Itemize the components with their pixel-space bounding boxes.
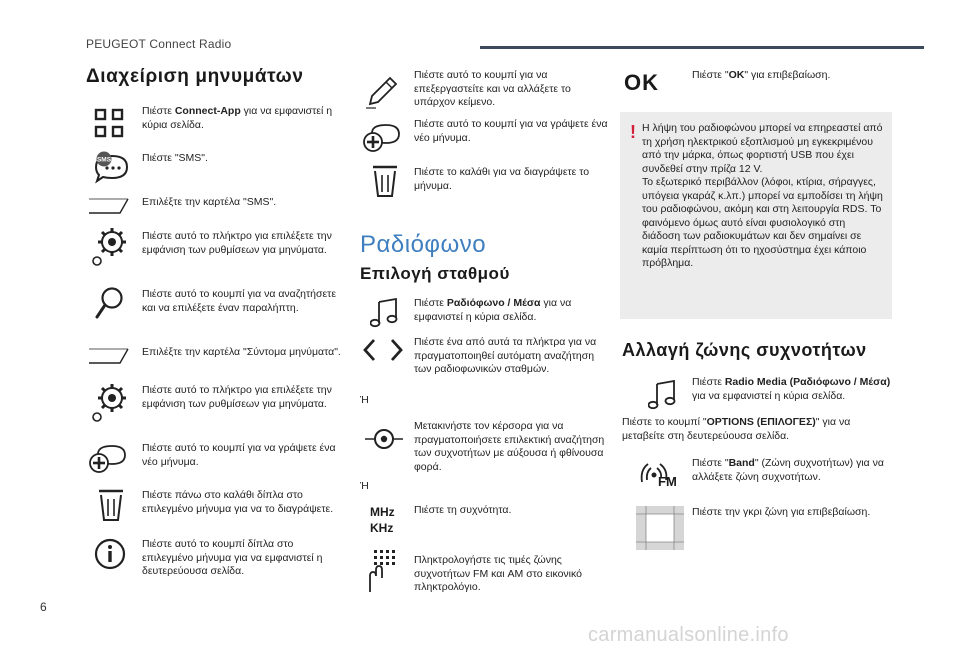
music-note-icon [648, 380, 676, 410]
settings-gear-icon [90, 382, 128, 424]
chevrons-icon [362, 337, 404, 363]
band-item-1: Πιέστε Radio Media (Ραδιόφωνο / Μέσα) για να εμφανιστεί η κύρια σελίδα. [692, 376, 891, 402]
options-item: Πιέστε το κουμπί "OPTIONS (ΕΠΙΛΟΓΕΣ)" για να μεταβείτε στη δευτερεύουσα σελίδα. [622, 416, 851, 442]
band-select-item: Πιέστε "Band" (Ζώνη συχνοτήτων) για να αλλάξετε ζώνη συχνοτήτων. [692, 457, 884, 483]
khz-label: KHz [370, 521, 394, 535]
messages-item-8: Πιέστε αυτό το κουμπί για να γράψετε ένα νέο μήνυμα. [142, 442, 336, 468]
messages-item-2: Πιέστε "SMS". [142, 152, 208, 164]
document-header: PEUGEOT Connect Radio [86, 37, 232, 51]
mhz-label: MHz [370, 505, 395, 519]
messages-item-10: Πιέστε αυτό το κουμπί δίπλα στο επιλεγμένο μήνυμα για να εμφανιστεί η δευτερεύουσα σελίδα. [142, 538, 323, 577]
messages-item-1: Πιέστε Connect-App για να εμφανιστεί η κύρια σελίδα. [142, 105, 333, 131]
fm-label: FM [658, 474, 677, 489]
fm-band-icon [638, 458, 684, 492]
warning-box [620, 112, 892, 319]
messages-item-5: Πιέστε αυτό το κουμπί για να αναζητήσετε και να επιλέξετε έναν παραλήπτη. [142, 288, 336, 314]
settings-gear-icon [90, 226, 128, 268]
keypad-hand-icon [364, 548, 404, 594]
new-message-icon [362, 121, 402, 153]
ok-button-icon: OK [624, 70, 659, 95]
trash-icon [372, 164, 398, 198]
sms-bubble-icon [90, 150, 130, 184]
radio-item-2: Πιέστε ένα από αυτά τα πλήκτρα για να πραγματοποιηθεί αυτόματη αναζήτηση των ραδιοφωνικών σταθμών. [414, 336, 597, 375]
or-label: Ή [360, 480, 369, 492]
music-note-icon [370, 298, 398, 328]
trash-icon [98, 488, 124, 522]
pencil-icon [364, 76, 398, 110]
warning-icon: ! [630, 122, 636, 142]
radio-item-4: Πιέστε τη συχνότητα. [414, 504, 512, 516]
band-change-heading: Αλλαγή ζώνης συχνοτήτων [622, 340, 867, 360]
info-circle-icon [94, 538, 126, 570]
page-number: 6 [40, 600, 47, 614]
messages-item-4: Πιέστε αυτό το πλήκτρο για επιλέξετε την εμφάνιση των ρυθμίσεων για μηνύματα. [142, 230, 332, 256]
messages-item-3: Επιλέξτε την καρτέλα "SMS". [142, 196, 277, 208]
apps-grid-icon [94, 108, 124, 138]
messages-item-9: Πιέστε πάνω στο καλάθι δίπλα στο επιλεγμένο μήνυμα για να το διαγράψετε. [142, 489, 334, 515]
grey-zone-item: Πιέστε την γκρι ζώνη για επιβεβαίωση. [692, 506, 871, 518]
svg-text:SMS: SMS [96, 156, 112, 164]
search-magnifier-icon [94, 286, 124, 320]
grey-zone-icon [636, 506, 684, 550]
messages-item-6: Επιλέξτε την καρτέλα "Σύντομα μηνύματα". [142, 346, 341, 358]
tab-card-icon [88, 197, 130, 215]
messages-heading: Διαχείριση μηνυμάτων [86, 66, 304, 87]
new-message-item: Πιέστε αυτό το κουμπί για να γράψετε ένα νέο μήνυμα. [414, 118, 608, 144]
or-label: Ή [360, 394, 369, 406]
station-select-heading: Επιλογή σταθμού [360, 264, 510, 283]
watermark: carmanualsonline.info [588, 624, 789, 646]
tuning-slider-icon [364, 424, 404, 454]
radio-item-3: Μετακινήστε τον κέρσορα για να πραγματοποιήσετε επιλεκτική αναζήτηση των συχνοτήτων με αύξουσα ή φθίνουσα φορά. [414, 420, 605, 473]
radio-heading: Ραδιόφωνο [360, 231, 487, 258]
delete-message-item: Πιέστε το καλάθι για να διαγράψετε το μήνυμα. [414, 166, 590, 192]
radio-item-1: Πιέστε Ραδιόφωνο / Μέσα για να εμφανιστεί η κύρια σελίδα. [414, 297, 572, 323]
warning-text: Η λήψη του ραδιοφώνου μπορεί να επηρεαστεί από τη χρήση ηλεκτρικού εξοπλισμού μη εγκεκριμένου από την μάρκα, όπως φορτιστή USB που έχει συνδεθεί στην πρίζα 12 V. Το εξωτερικό περιβάλλον (λόφοι, κτίρια, σήραγγες, υπόγεια γκαράζ κ.λπ.) μπορεί να εμποδίσει τη λήψη του ραδιοφώνου, ακόμη και στη λειτουργία RDS. Το φαινόμενο όμως αυτό είναι φυσιολογικό στη διάδοση των ραδιοκυμάτων και δεν σημαίνει σε καμία περίπτωση ότι το ηχοσύστημα έχει κάποιο πρόβλημα. [642, 122, 883, 269]
new-message-icon [88, 442, 128, 474]
messages-item-7: Πιέστε αυτό το πλήκτρο για επιλέξετε την εμφάνιση των ρυθμίσεων για μηνύματα. [142, 384, 332, 410]
radio-item-5: Πληκτρολογήστε τις τιμές ζώνης συχνοτήτων FM και AM στο εικονικό πληκτρολόγιο. [414, 554, 582, 593]
edit-text-item: Πιέστε αυτό το κουμπί για να επεξεργαστείτε και να αλλάξετε το υπάρχον κείμενο. [414, 69, 571, 108]
mhz-khz-icon [370, 504, 404, 536]
tab-card-icon [88, 347, 130, 365]
ok-confirm-item: Πιέστε "OK" για επιβεβαίωση. [692, 69, 831, 81]
header-rule [480, 46, 924, 49]
